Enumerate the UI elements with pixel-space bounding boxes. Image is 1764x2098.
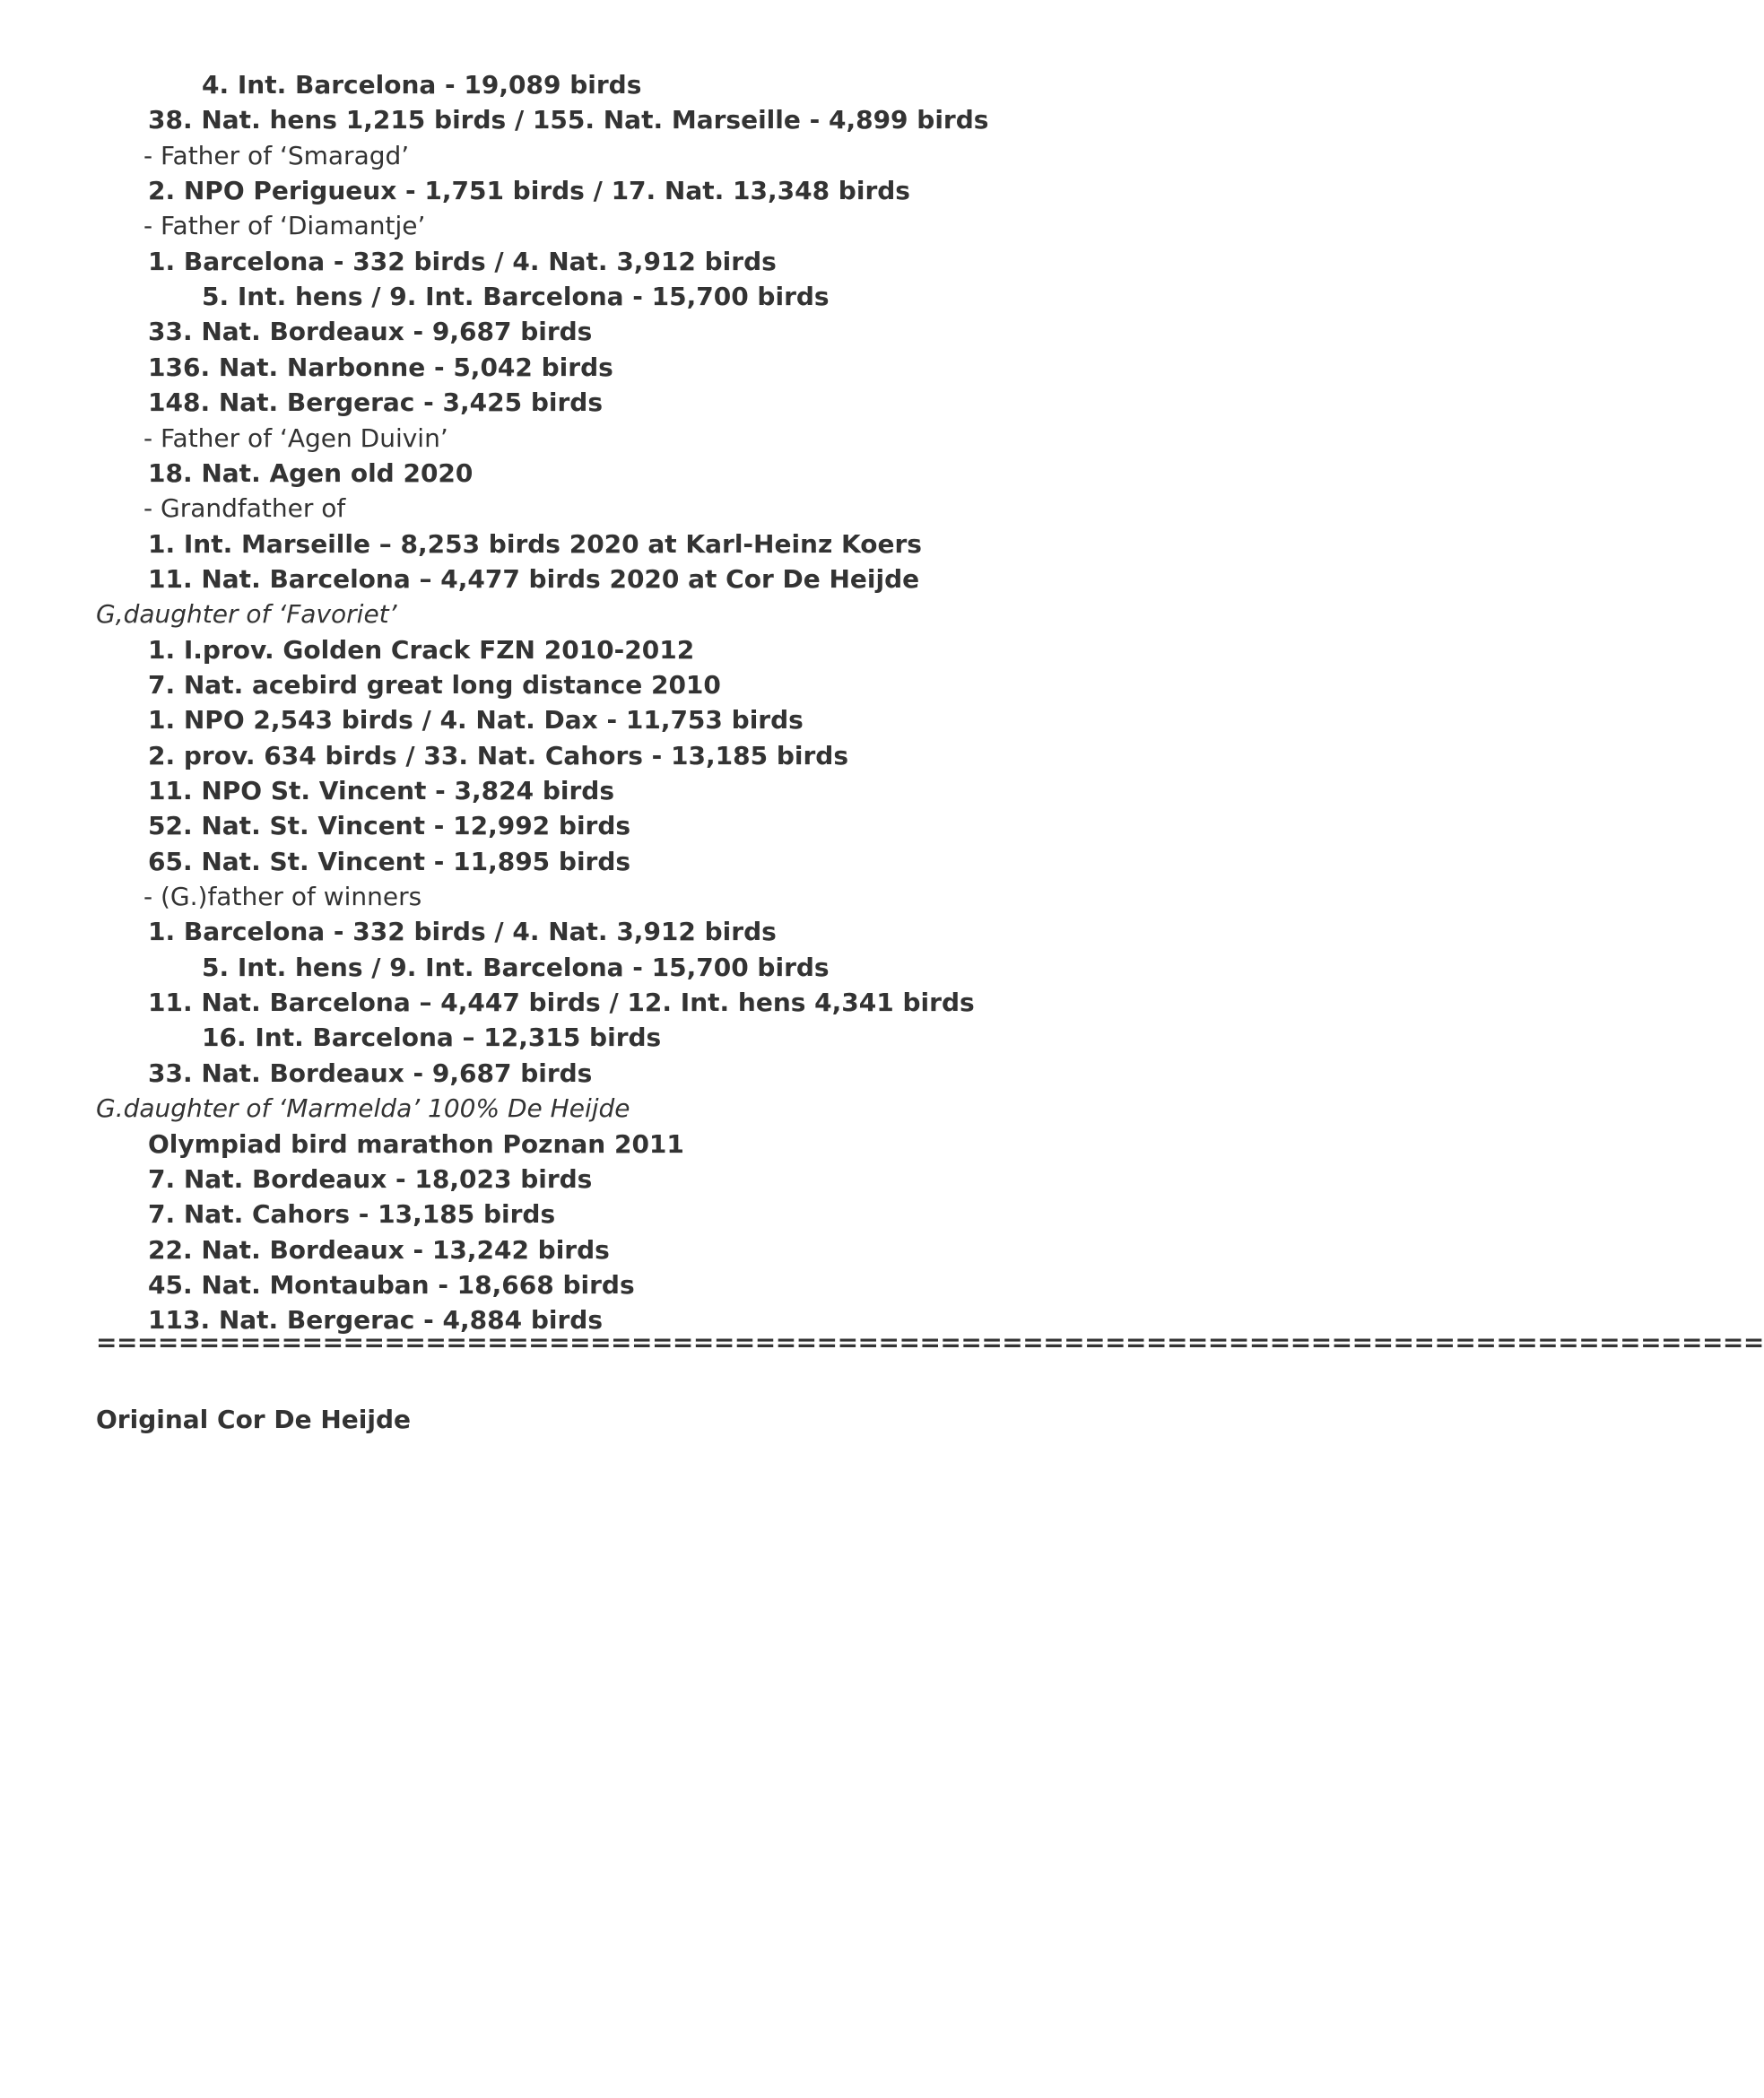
text-line: 33. Nat. Bordeaux - 9,687 birds (148, 317, 593, 346)
text-line: 22. Nat. Bordeaux - 13,242 birds (148, 1235, 610, 1265)
text-line: 7. Nat. acebird great long distance 2010 (148, 670, 721, 700)
text-line: 7. Nat. Bordeaux - 18,023 birds (148, 1164, 593, 1194)
text-line: G.daughter of ‘Marmelda’ 100% De Heijde (96, 1093, 630, 1123)
separator-line: ================================================================================= (96, 1328, 1764, 1357)
text-line: 7. Nat. Cahors - 13,185 birds (148, 1199, 556, 1229)
text-line: 11. Nat. Barcelona – 4,447 birds / 12. Int. hens 4,341 birds (148, 988, 975, 1017)
text-line: 65. Nat. St. Vincent - 11,895 birds (148, 847, 631, 876)
text-line: - Father of ‘Agen Duivin’ (143, 423, 448, 453)
text-line: 2. NPO Perigueux - 1,751 birds / 17. Nat. 13,348 birds (148, 176, 910, 205)
text-line: 113. Nat. Bergerac - 4,884 birds (148, 1305, 603, 1335)
text-line: - Father of ‘Diamantje’ (143, 211, 426, 240)
text-line: 1. Int. Marseille – 8,253 birds 2020 at Karl-Heinz Koers (148, 529, 922, 559)
text-line: 5. Int. hens / 9. Int. Barcelona - 15,700 birds (202, 282, 830, 311)
text-line: - (G.)father of winners (143, 882, 422, 911)
text-line: 16. Int. Barcelona – 12,315 birds (202, 1023, 662, 1052)
text-line: 33. Nat. Bordeaux - 9,687 birds (148, 1058, 593, 1088)
text-line: 2. prov. 634 birds / 33. Nat. Cahors - 13,185 birds (148, 741, 848, 770)
text-line: 4. Int. Barcelona - 19,089 birds (202, 70, 642, 100)
text-line: 45. Nat. Montauban - 18,668 birds (148, 1270, 635, 1300)
text-line: 38. Nat. hens 1,215 birds / 155. Nat. Marseille - 4,899 birds (148, 105, 989, 135)
text-line: 11. Nat. Barcelona – 4,477 birds 2020 at Cor De Heijde (148, 564, 920, 594)
text-line: 1. Barcelona - 332 birds / 4. Nat. 3,912 birds (148, 917, 777, 946)
text-line: Olympiad bird marathon Poznan 2011 (148, 1129, 684, 1159)
text-line: - Grandfather of (143, 493, 346, 523)
footer-text: Original Cor De Heijde (96, 1405, 411, 1434)
text-line: 148. Nat. Bergerac - 3,425 birds (148, 387, 603, 417)
text-line: 52. Nat. St. Vincent - 12,992 birds (148, 811, 631, 840)
text-line: 11. NPO St. Vincent - 3,824 birds (148, 776, 614, 805)
text-line: - Father of ‘Smaragd’ (143, 141, 410, 170)
text-line: 1. Barcelona - 332 birds / 4. Nat. 3,912 birds (148, 247, 777, 276)
text-line: G,daughter of ‘Favoriet’ (96, 599, 397, 629)
text-line: 136. Nat. Narbonne - 5,042 birds (148, 353, 613, 382)
text-line: 1. I.prov. Golden Crack FZN 2010-2012 (148, 635, 695, 665)
text-line: 1. NPO 2,543 birds / 4. Nat. Dax - 11,753 birds (148, 705, 804, 735)
text-line: 18. Nat. Agen old 2020 (148, 458, 474, 488)
text-line: 5. Int. hens / 9. Int. Barcelona - 15,700 birds (202, 953, 830, 982)
